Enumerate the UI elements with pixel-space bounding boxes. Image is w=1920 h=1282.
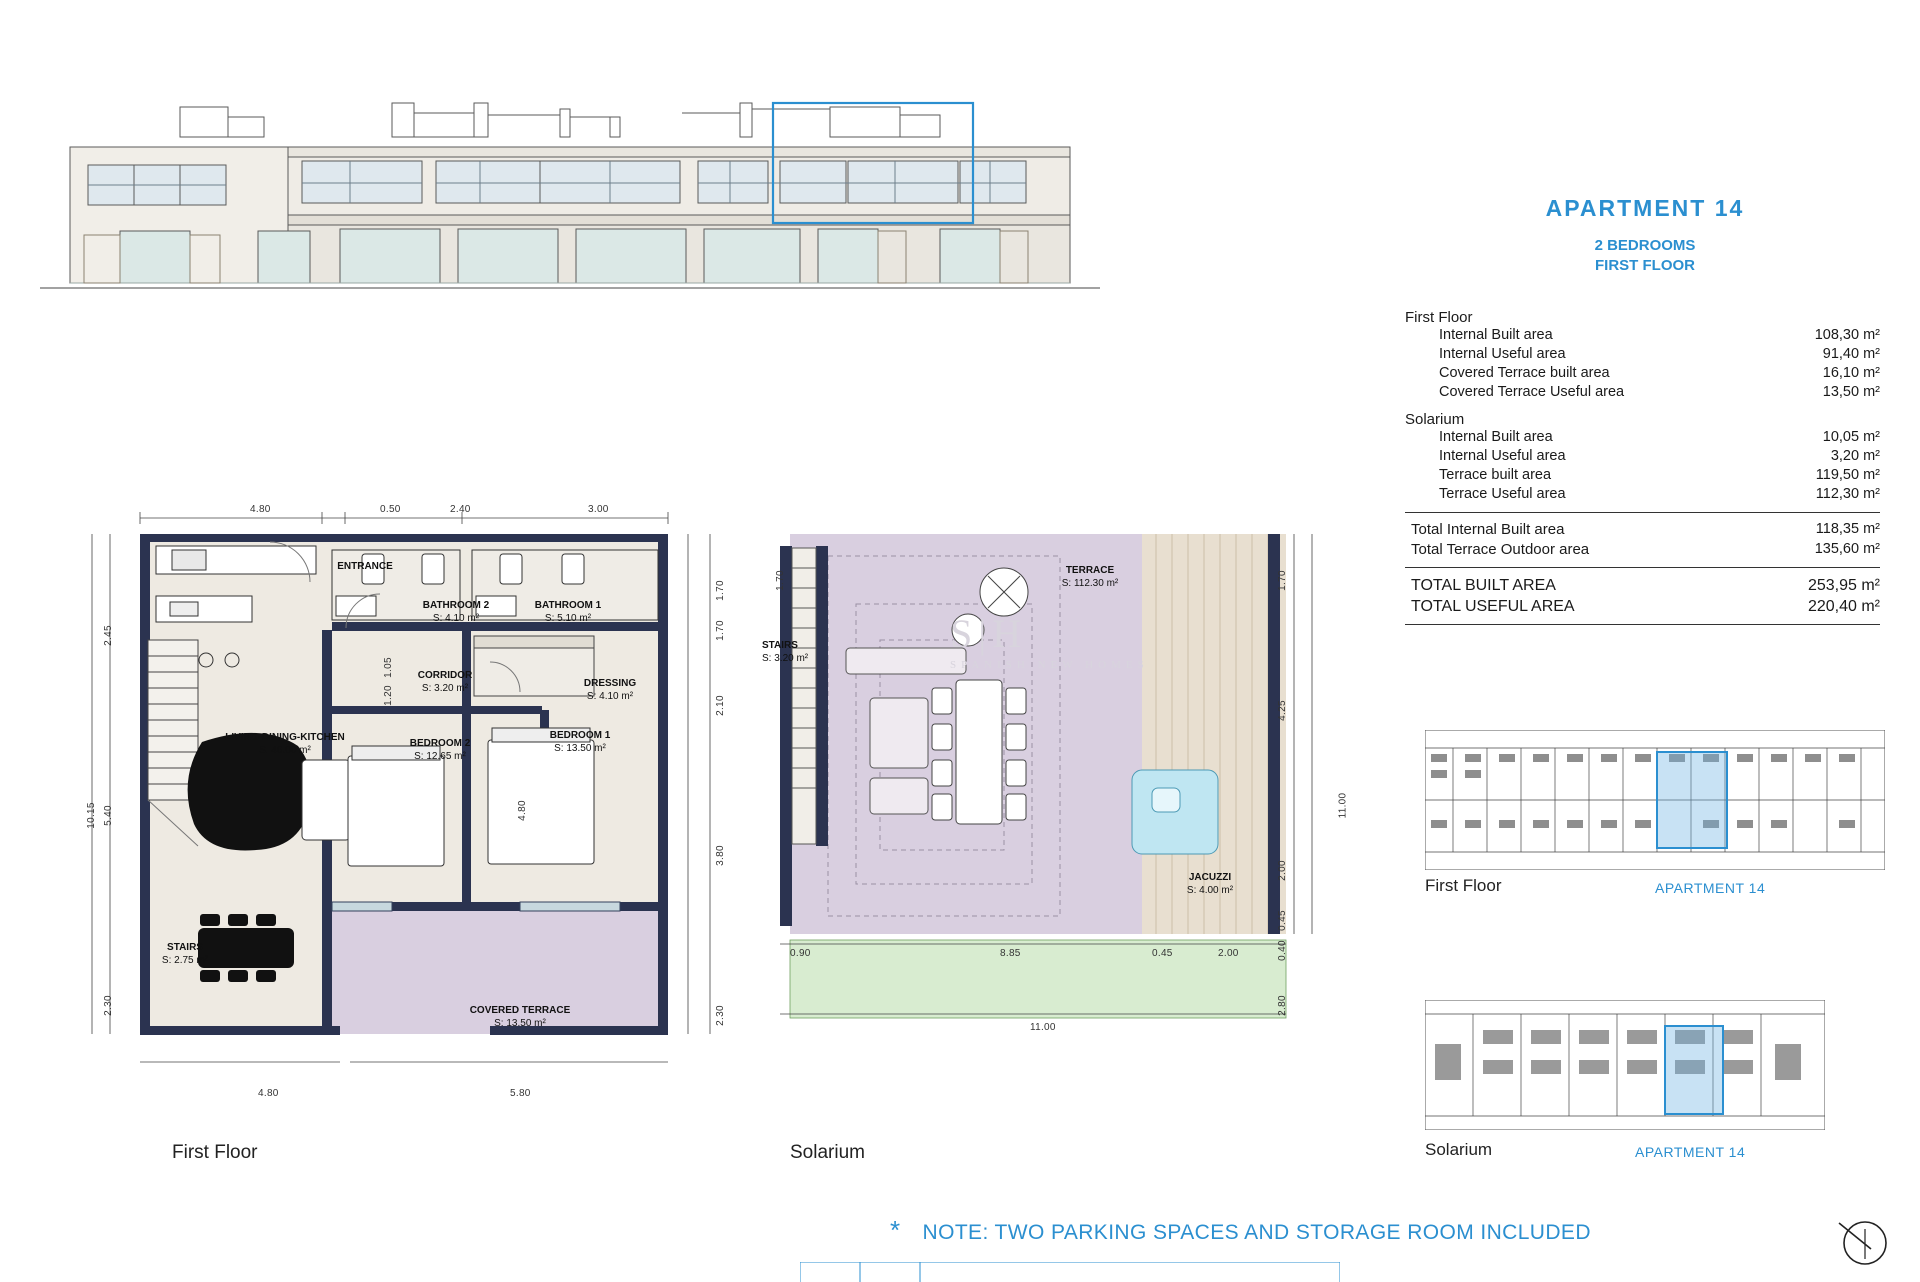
area-row xyxy=(1405,326,1880,345)
key-plan-first-floor xyxy=(1425,730,1885,896)
first-floor-caption: First Floor xyxy=(172,1142,258,1163)
room-name: COVERED TERRACE xyxy=(469,1005,571,1016)
area-grand-total-row xyxy=(1405,596,1880,617)
room-name: DRESSING xyxy=(583,678,637,689)
room-area: S: 12.65 m² xyxy=(414,750,466,762)
watermark-mark: S|H xyxy=(950,611,1028,656)
room-area: S: 4.10 m² xyxy=(586,690,634,702)
room-label-corridor xyxy=(400,670,490,695)
room-area: S: 2.75 m² xyxy=(161,954,209,966)
first-floor-plan-drawing xyxy=(70,510,730,1090)
area-label: Covered Terrace Useful area xyxy=(1439,384,1625,401)
dim-right-5: 2.10 xyxy=(714,695,726,716)
dim-right-6: 4.80 xyxy=(516,800,528,821)
solarium-dim-bottom-1: 0.90 xyxy=(790,948,811,959)
room-area: S: 13.50 m² xyxy=(494,1017,546,1029)
area-value: 119,50 m² xyxy=(1815,467,1880,484)
dim-right-8: 2.30 xyxy=(714,1005,726,1026)
solarium-dim-right-6: 2.80 xyxy=(1276,995,1288,1016)
dim-right-2: 1.70 xyxy=(714,620,726,641)
note-body: NOTE: TWO PARKING SPACES AND STORAGE ROOM INCLUDED xyxy=(922,1221,1591,1244)
dim-bottom-1: 4.80 xyxy=(258,1088,279,1099)
area-value: 118,35 m² xyxy=(1815,520,1880,537)
area-value: 10,05 m² xyxy=(1822,428,1880,445)
area-value: 220,40 m² xyxy=(1807,597,1880,615)
area-value: 91,40 m² xyxy=(1822,345,1880,362)
room-name: JACUZZI xyxy=(1188,872,1232,883)
solarium-dim-right-2: 11.00 xyxy=(1337,792,1349,819)
room-label-bedroom-1 xyxy=(525,730,635,755)
room-name: BEDROOM 1 xyxy=(549,730,611,741)
bottom-legend-frame xyxy=(800,1262,1340,1282)
area-label: TOTAL USEFUL AREA xyxy=(1411,597,1575,615)
area-group-title: First Floor xyxy=(1405,308,1473,326)
room-area: S: 112.30 m² xyxy=(1061,577,1119,589)
dim-right-7: 3.80 xyxy=(714,845,726,866)
solarium-dim-right-5: 0.40 xyxy=(1276,940,1288,961)
room-name: STAIRS xyxy=(167,942,203,953)
area-value: 253,95 m² xyxy=(1807,576,1880,594)
dim-bottom-2: 5.80 xyxy=(510,1088,531,1099)
solarium-dim-right-1: 4.25 xyxy=(1276,700,1288,721)
dim-right-3: 1.05 xyxy=(382,657,394,678)
room-label-dressing xyxy=(565,678,655,703)
room-label-bedroom-2 xyxy=(385,738,495,763)
area-row xyxy=(1405,364,1880,383)
dim-left-3: 5.40 xyxy=(102,805,114,826)
dim-left-1: 2.45 xyxy=(102,625,114,646)
area-label: TOTAL BUILT AREA xyxy=(1411,576,1556,594)
solarium-caption: Solarium xyxy=(790,1142,865,1163)
room-name: STAIRS xyxy=(762,640,798,651)
solarium-dim-bottom-4: 2.00 xyxy=(1218,948,1239,959)
room-label-solarium-stairs xyxy=(762,640,832,665)
room-area: S: 3.20 m² xyxy=(762,652,809,664)
room-name: TERRACE xyxy=(1065,565,1115,576)
building-elevation xyxy=(40,95,1100,310)
key-plan-legend: APARTMENT 14 xyxy=(1635,1144,1746,1160)
solarium-dim-bottom-3: 0.45 xyxy=(1152,948,1173,959)
solarium-dim-top-1: 1.70 xyxy=(774,570,786,591)
dim-left-4: 2.30 xyxy=(102,995,114,1016)
dim-right-4: 1.20 xyxy=(382,685,394,706)
room-name: LIVING-DINING-KITCHEN xyxy=(225,732,345,743)
key-plan-solarium xyxy=(1425,1000,1825,1160)
apartment-title: APARTMENT 14 xyxy=(1545,195,1745,221)
solarium-dim-right-3: 2.00 xyxy=(1276,860,1288,881)
area-row xyxy=(1405,345,1880,364)
area-label: Internal Built area xyxy=(1439,428,1553,445)
area-row xyxy=(1405,428,1880,447)
apartment-floor: FIRST FLOOR xyxy=(1595,257,1695,275)
room-name: CORRIDOR xyxy=(417,670,473,681)
solarium-dim-right-4: 0.45 xyxy=(1276,910,1288,931)
area-label: Internal Built area xyxy=(1439,326,1553,343)
key-plan-caption: First Floor xyxy=(1425,876,1502,895)
room-label-living xyxy=(205,732,365,757)
solarium-dim-bottom-2: 8.85 xyxy=(1000,948,1021,959)
note-star: * xyxy=(890,1215,901,1245)
apartment-subtitle xyxy=(1405,236,1885,277)
area-value: 13,50 m² xyxy=(1822,384,1880,401)
room-area: S: 3.20 m² xyxy=(421,682,469,694)
area-row xyxy=(1405,485,1880,504)
room-area: S: 4.10 m² xyxy=(432,612,480,624)
area-label: Total Terrace Outdoor area xyxy=(1411,540,1590,558)
room-name: ENTRANCE xyxy=(337,561,393,572)
area-row xyxy=(1405,466,1880,485)
dim-top-4: 3.00 xyxy=(588,504,609,515)
area-value: 108,30 m² xyxy=(1814,326,1880,343)
area-grand-total-row xyxy=(1405,575,1880,596)
dim-right-1: 1.70 xyxy=(714,580,726,601)
key-plan-caption: Solarium xyxy=(1425,1140,1493,1159)
watermark xyxy=(950,610,1149,671)
area-schedule xyxy=(1405,309,1880,626)
area-value: 16,10 m² xyxy=(1822,365,1880,382)
room-label-entrance xyxy=(310,561,420,574)
area-label: Covered Terrace built area xyxy=(1439,365,1610,382)
room-name: BATHROOM 1 xyxy=(534,600,602,611)
room-area: S: 4.00 m² xyxy=(1186,884,1234,896)
apartment-bedrooms: 2 BEDROOMS xyxy=(1594,237,1696,254)
room-label-bathroom-1 xyxy=(520,600,616,625)
area-row xyxy=(1405,447,1880,466)
room-label-jacuzzi xyxy=(1165,872,1255,897)
solarium-dim-top-2: 1.70 xyxy=(1276,570,1288,591)
area-total-row xyxy=(1405,520,1880,540)
title-block xyxy=(1405,195,1885,632)
area-label: Internal Useful area xyxy=(1439,447,1566,464)
room-label-bathroom-2 xyxy=(408,600,504,625)
area-label: Internal Useful area xyxy=(1439,345,1566,362)
area-group-title: Solarium xyxy=(1405,410,1465,428)
area-value: 135,60 m² xyxy=(1814,540,1880,557)
key-plan-legend: APARTMENT 14 xyxy=(1655,880,1766,896)
area-total-row xyxy=(1405,540,1880,560)
room-area: S: 46.00 m² xyxy=(259,744,311,756)
room-label-stairs xyxy=(140,942,230,967)
solarium-dim-bottom-5: 11.00 xyxy=(1030,1022,1056,1033)
room-area: S: 5.10 m² xyxy=(544,612,592,624)
area-value: 3,20 m² xyxy=(1830,447,1880,464)
room-label-terrace xyxy=(1010,565,1170,590)
watermark-sub: SPANISH NEW HOMES xyxy=(950,659,1149,671)
dim-top-2: 0.50 xyxy=(380,504,401,515)
dim-left-2: 10.15 xyxy=(85,802,97,829)
room-area: S: 13.50 m² xyxy=(554,742,606,754)
area-label: Terrace Useful area xyxy=(1439,486,1566,503)
area-row xyxy=(1405,383,1880,402)
area-label: Terrace built area xyxy=(1439,467,1552,484)
solarium-plan-drawing xyxy=(760,520,1320,1100)
area-label: Total Internal Built area xyxy=(1411,520,1565,538)
room-label-covered-terrace xyxy=(440,1005,600,1030)
area-value: 112,30 m² xyxy=(1815,486,1880,503)
note-text xyxy=(890,1215,1591,1246)
dim-top-3: 2.40 xyxy=(450,504,471,515)
compass-icon xyxy=(1835,1215,1890,1270)
room-name: BATHROOM 2 xyxy=(422,600,490,611)
room-name: BEDROOM 2 xyxy=(409,738,471,749)
dim-top-1: 4.80 xyxy=(250,504,271,515)
